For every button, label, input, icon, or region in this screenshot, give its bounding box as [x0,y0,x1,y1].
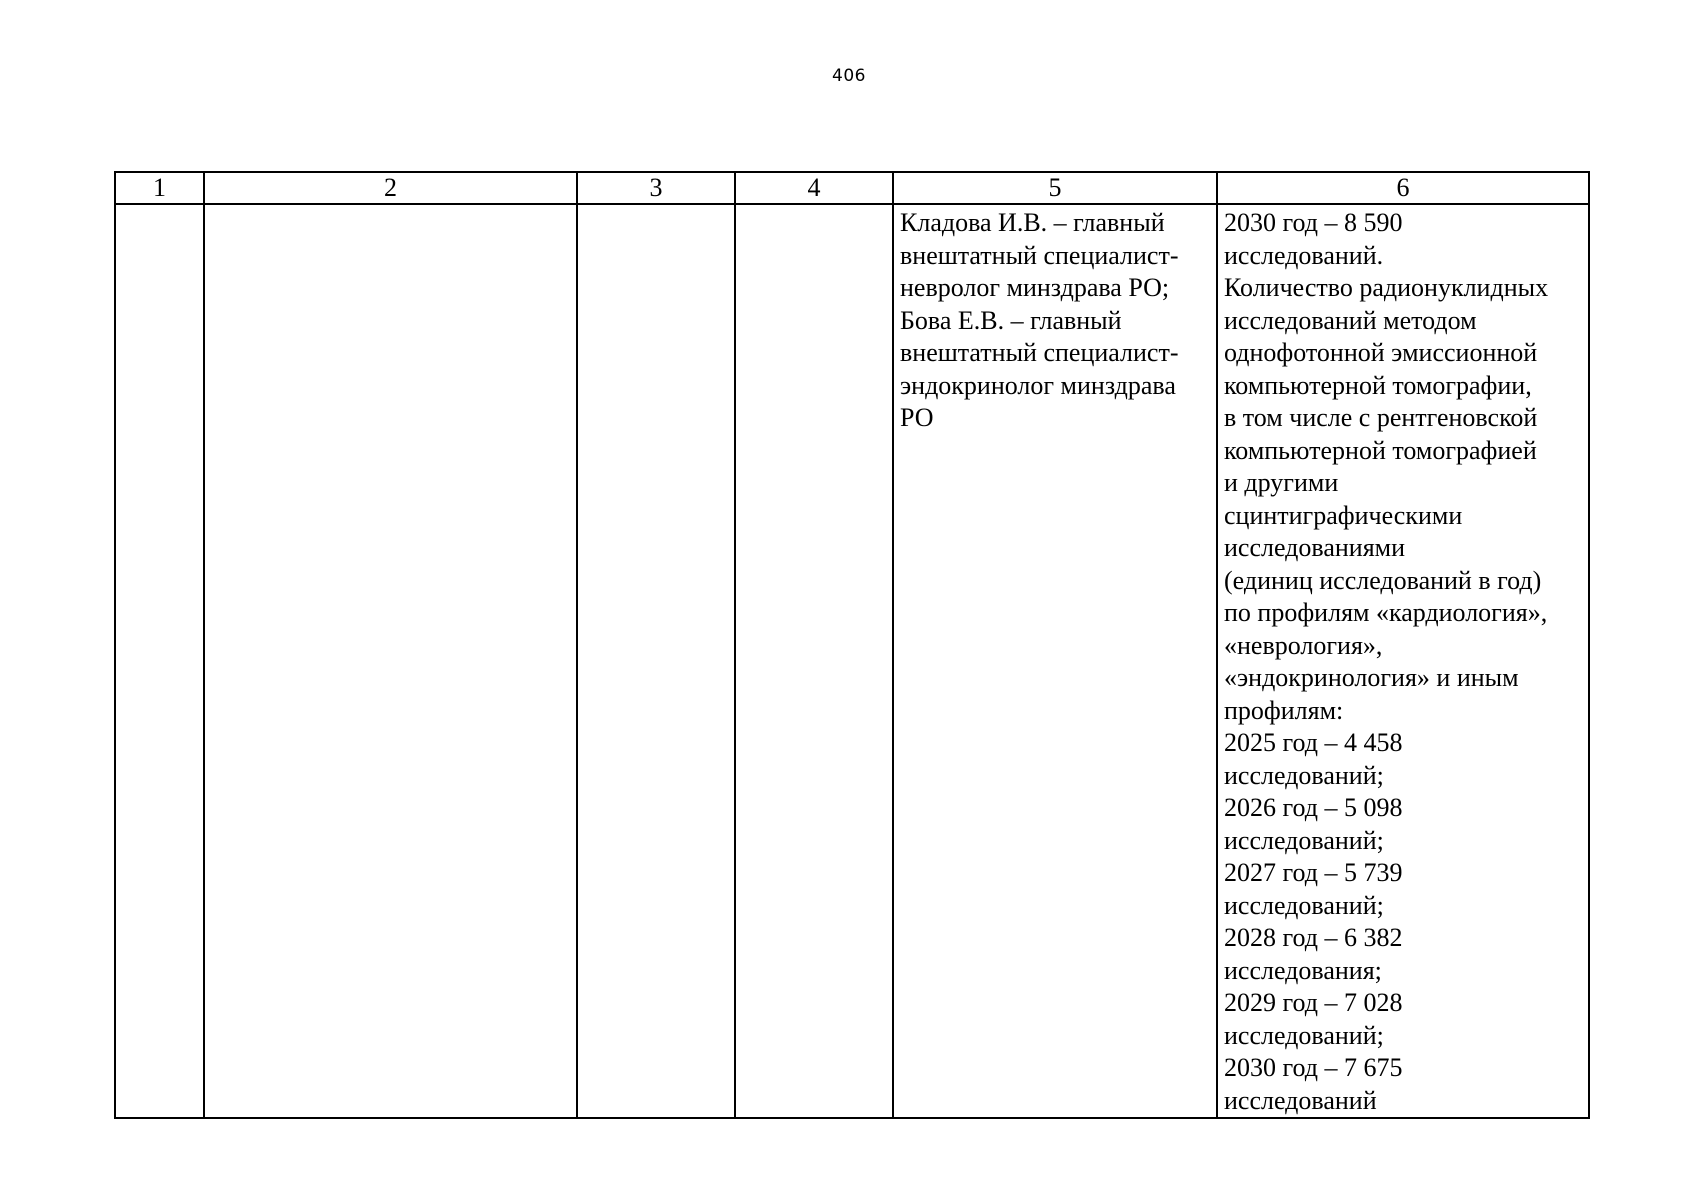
cell-col-2 [204,204,577,1118]
cell-col-1 [115,204,204,1118]
table-row [115,204,1589,1118]
cell-col-1-text [116,205,203,207]
column-header-1: 1 [115,172,204,204]
cell-col-2-text [205,205,576,207]
column-header-3: 3 [577,172,735,204]
indicators-text: 2030 год – 8 590 исследований. Количество радионуклидных исследований методом однофотонной эмиссионной компьютерной томографии, в том числе с рентгеновской компьютерной томографией и другими сцинтиграфическими исследованиями (единиц исследований в год) по профилям «кардиология», «неврология», «эндокринология» и иным профилям: 2025 год – 4 458 исследований; 2026 год – 5 098 исследований; 2027 год – 5 739 исследований; 2028 год – 6 382 исследования; 2029 год – 7 028 исследований; 2030 год – 7 675 исследований [1224,208,1549,1115]
document-table [114,171,1590,1119]
column-header-5: 5 [893,172,1217,204]
cell-indicators [1217,204,1589,1118]
column-header-2: 2 [204,172,577,204]
cell-responsible-persons [893,204,1217,1118]
cell-col-3 [577,204,735,1118]
cell-col-3-text [578,205,734,207]
cell-col-4 [735,204,893,1118]
page-number: 406 [832,66,866,86]
table-header-row [115,172,1589,204]
column-header-4: 4 [735,172,893,204]
responsible-persons-text: Кладова И.В. – главный внештатный специалист- невролог минздрава РО; Бова Е.В. – главный внештатный специалист- эндокринолог минздрава РО [900,208,1179,432]
column-header-6: 6 [1217,172,1589,204]
cell-col-4-text [736,205,892,207]
